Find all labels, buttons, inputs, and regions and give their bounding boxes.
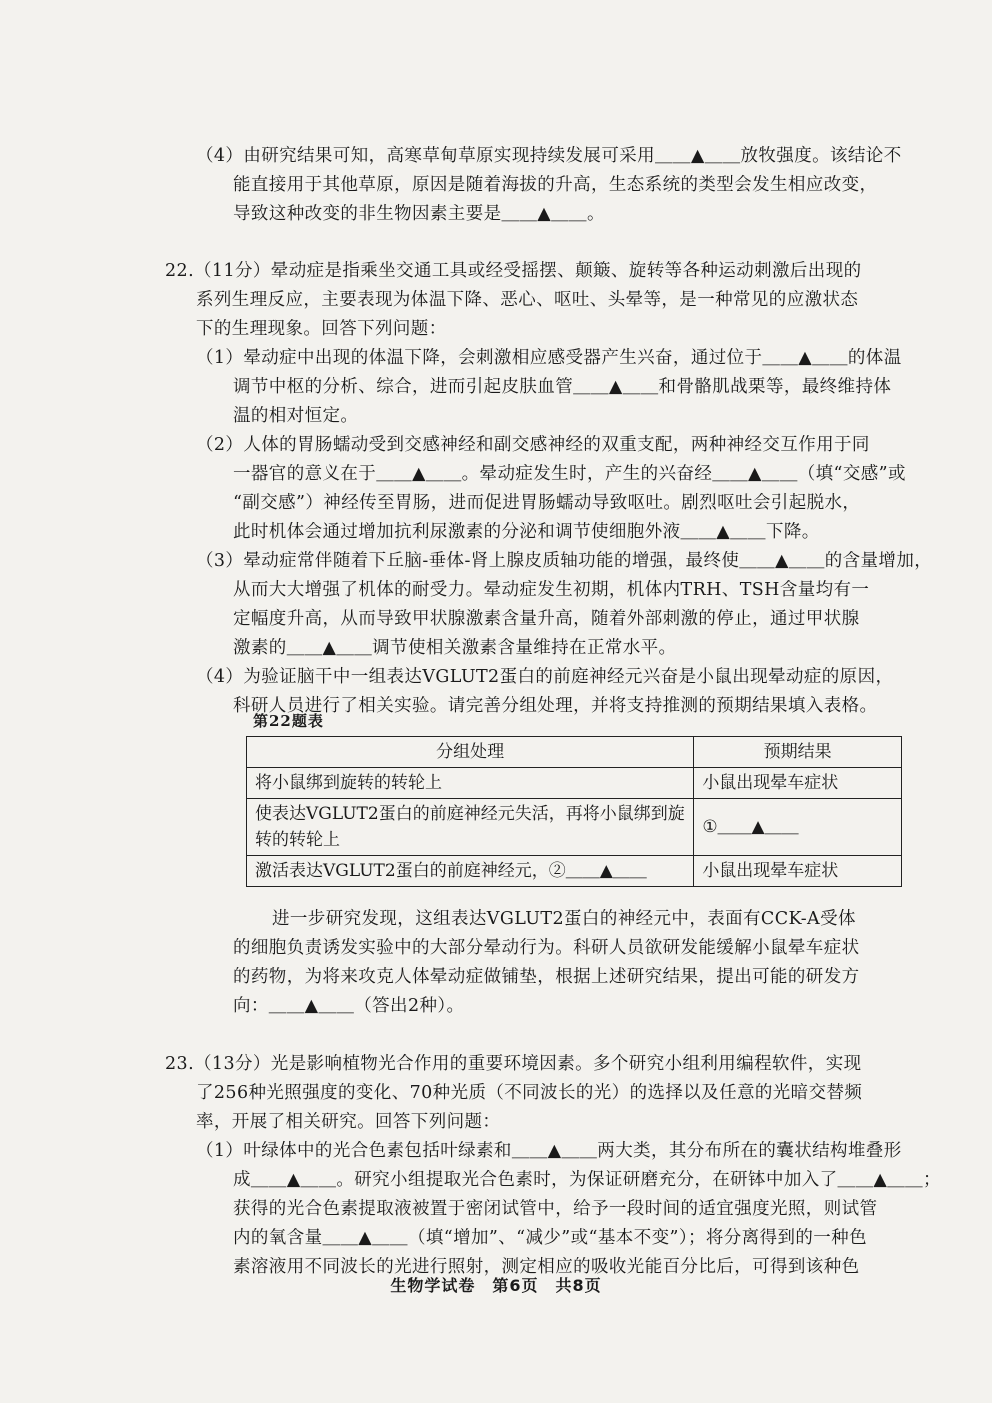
table-cell: 激活表达VGLUT2蛋白的前庭神经元，②＿＿▲＿＿ — [247, 856, 694, 887]
text-line: 从而大大增强了机体的耐受力。晕动症发生初期，机体内TRH、TSH含量均有一 — [233, 580, 870, 600]
table-cell: 小鼠出现晕车症状 — [694, 856, 902, 887]
experiment-table — [246, 736, 902, 887]
text-line: 系列生理反应，主要表现为体温下降、恶心、呕吐、头晕等，是一种常见的应激状态 — [196, 290, 859, 310]
text-line: 调节中枢的分析、综合，进而引起皮肤血管＿＿▲＿＿和骨骼肌战栗等，最终维持体 — [233, 377, 892, 397]
text-line: 一器官的意义在于＿＿▲＿＿。晕动症发生时，产生的兴奋经＿＿▲＿＿（填“交感”或 — [233, 464, 906, 484]
table-header-cell: 分组处理 — [247, 737, 694, 768]
table-header-row — [247, 737, 902, 768]
text-line: 进一步研究发现，这组表达VGLUT2蛋白的神经元中，表面有CCK-A受体 — [272, 909, 856, 929]
text-line: 此时机体会通过增加抗利尿激素的分泌和调节使细胞外液＿＿▲＿＿下降。 — [233, 522, 820, 542]
text-line: 的药物，为将来攻克人体晕动症做铺垫，根据上述研究结果，提出可能的研发方 — [233, 967, 860, 987]
table-cell: ①＿＿▲＿＿ — [694, 799, 902, 856]
page-footer: 生物学试卷 第6页 共8页 — [390, 1276, 602, 1295]
text-line: （1）叶绿体中的光合色素包括叶绿素和＿＿▲＿＿两大类，其分布所在的囊状结构堆叠形 — [196, 1141, 902, 1161]
table-caption: 第22题表 — [253, 712, 324, 730]
text-line: （4）由研究结果可知，高寒草甸草原实现持续发展可采用＿＿▲＿＿放牧强度。该结论不 — [196, 146, 902, 166]
text-line: 素溶液用不同波长的光进行照射，测定相应的吸收光能百分比后，可得到该种色 — [233, 1257, 860, 1277]
text-line: 能直接用于其他草原，原因是随着海拔的升高，生态系统的类型会发生相应改变， — [233, 175, 878, 195]
text-line: 了256种光照强度的变化、70种光质（不同波长的光）的选择以及任意的光暗交替频 — [196, 1083, 863, 1103]
text-line: 导致这种改变的非生物因素主要是＿＿▲＿＿。 — [233, 204, 605, 224]
text-line: （3）晕动症常伴随着下丘脑-垂体-肾上腺皮质轴功能的增强，最终使＿＿▲＿＿的含量增加， — [196, 551, 933, 571]
table-cell: 小鼠出现晕车症状 — [694, 768, 902, 799]
text-line: 23.（13分）光是影响植物光合作用的重要环境因素。多个研究小组利用编程软件，实现 — [165, 1054, 862, 1074]
table-cell: 将小鼠绑到旋转的转轮上 — [247, 768, 694, 799]
text-line: 定幅度升高，从而导致甲状腺激素含量升高，随着外部刺激的停止，通过甲状腺 — [233, 609, 860, 629]
table-row — [247, 856, 902, 887]
table-header-cell: 预期结果 — [694, 737, 902, 768]
text-line: 科研人员进行了相关实验。请完善分组处理，并将支持推测的预期结果填入表格。 — [233, 696, 878, 716]
table-row — [247, 799, 902, 856]
text-line: 获得的光合色素提取液被置于密闭试管中，给予一段时间的适宜强度光照，则试管 — [233, 1199, 878, 1219]
text-line: （2）人体的胃肠蠕动受到交感神经和副交感神经的双重支配，两种神经交互作用于同 — [196, 435, 870, 455]
text-line: 下的生理现象。回答下列问题： — [196, 319, 447, 339]
text-line: 率，开展了相关研究。回答下列问题： — [196, 1112, 501, 1132]
text-line: 向：＿＿▲＿＿（答出2种）。 — [233, 996, 465, 1016]
text-line: 22.（11分）晕动症是指乘坐交通工具或经受摇摆、颠簸、旋转等各种运动刺激后出现的 — [165, 261, 862, 281]
table-cell: 使表达VGLUT2蛋白的前庭神经元失活，再将小鼠绑到旋转的转轮上 — [247, 799, 694, 856]
text-line: 激素的＿＿▲＿＿调节使相关激素含量维持在正常水平。 — [233, 638, 677, 658]
text-line: 内的氧含量＿＿▲＿＿（填“增加”、“减少”或“基本不变”）；将分离得到的一种色 — [233, 1228, 867, 1248]
text-line: 的细胞负责诱发实验中的大部分晕动行为。科研人员欲研发能缓解小鼠晕车症状 — [233, 938, 860, 958]
text-line: （4）为验证脑干中一组表达VGLUT2蛋白的前庭神经元兴奋是小鼠出现晕动症的原因， — [196, 667, 894, 687]
table-row — [247, 768, 902, 799]
text-line: （1）晕动症中出现的体温下降，会刺激相应感受器产生兴奋，通过位于＿＿▲＿＿的体温 — [196, 348, 902, 368]
text-line: “副交感”）神经传至胃肠，进而促进胃肠蠕动导致呕吐。剧烈呕吐会引起脱水， — [233, 493, 861, 513]
text-line: 温的相对恒定。 — [233, 406, 359, 426]
text-line: 成＿＿▲＿＿。研究小组提取光合色素时，为保证研磨充分，在研钵中加入了＿＿▲＿＿； — [233, 1170, 941, 1190]
